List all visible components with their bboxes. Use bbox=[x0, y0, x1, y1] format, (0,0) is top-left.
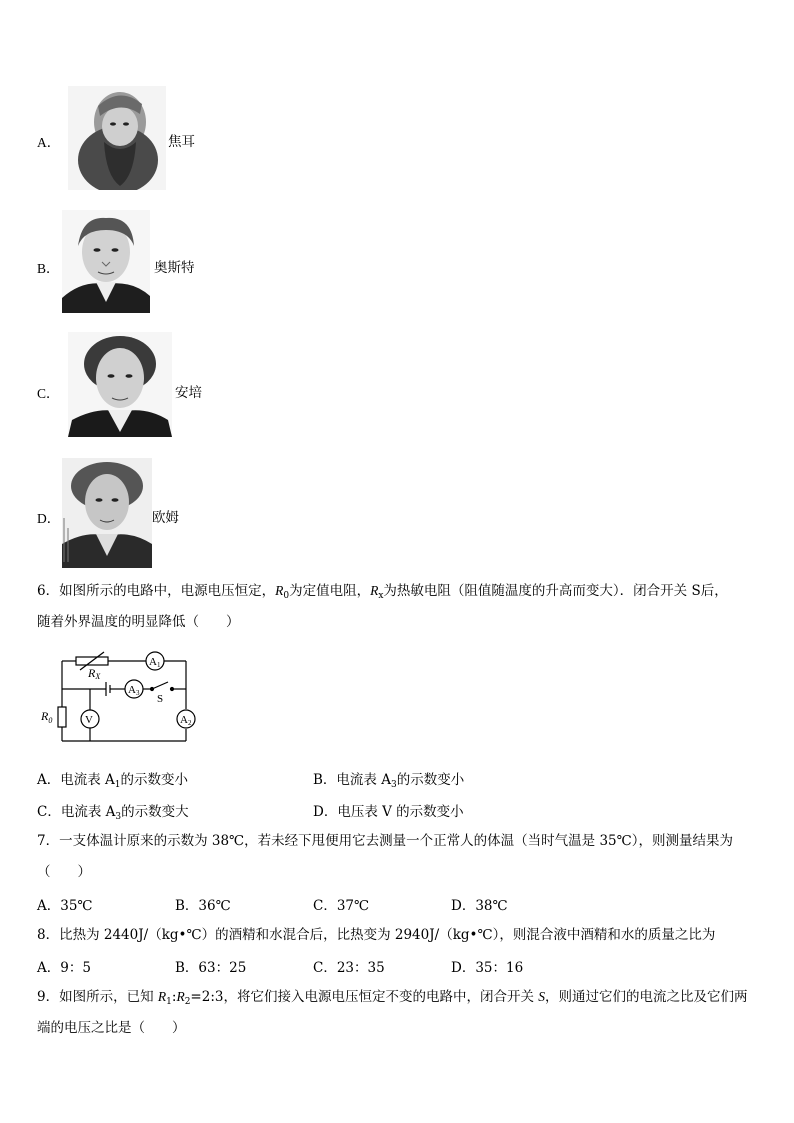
subscript: x bbox=[378, 591, 384, 601]
q6-option-a[interactable]: A．电流表 $A_1$的示数变小 bbox=[37, 772, 189, 790]
q8-option-a[interactable]: A．9：5 bbox=[37, 960, 91, 976]
q8-option-b[interactable]: B．63：25 bbox=[175, 960, 247, 976]
r0-label: $R_0$ bbox=[41, 709, 53, 725]
a1-label: A1 bbox=[149, 656, 161, 669]
a2-label: A2 bbox=[180, 714, 192, 727]
s-label: S bbox=[157, 693, 164, 705]
q7-stem-line1: 7．一支体温计原来的示数为 38℃，若未经下甩便用它去测量一个正常人的体温（当时气温是 35℃），则测量结果为 bbox=[37, 833, 733, 849]
portrait-joule bbox=[68, 86, 166, 190]
q9-stem-line2: 端的电压之比是（ ） bbox=[37, 1020, 186, 1036]
q8-option-d[interactable]: D．35：16 bbox=[451, 960, 524, 976]
scientist-name: 焦耳 bbox=[168, 134, 195, 150]
q6-option-b[interactable]: B．电流表 $A_3$的示数变小 bbox=[313, 772, 465, 790]
a3-label: A3 bbox=[128, 684, 140, 697]
q7-stem-line2: （ ） bbox=[37, 864, 91, 880]
option-letter: B． bbox=[37, 261, 60, 276]
option-letter: A． bbox=[37, 135, 61, 150]
question-number: 6． bbox=[37, 583, 60, 599]
subscript: 0 bbox=[283, 591, 290, 601]
portrait-oersted bbox=[62, 210, 150, 313]
circuit-diagram bbox=[38, 644, 200, 748]
symbol-r0: R bbox=[275, 583, 284, 598]
v-label: V bbox=[85, 714, 93, 726]
scientist-name: 欧姆 bbox=[152, 510, 179, 526]
rx-label: RX bbox=[88, 666, 101, 681]
stem-text: 为定值电阻， bbox=[289, 583, 371, 599]
scientist-name: 奥斯特 bbox=[154, 260, 195, 276]
portrait-ampere bbox=[68, 332, 172, 437]
stem-text: 为热敏电阻（阻值随温度的升高而变大）．闭合开关 S后， bbox=[383, 583, 728, 599]
option-letter: D． bbox=[37, 511, 61, 526]
q6-option-c[interactable]: C．电流表 $A_3$的示数变大 bbox=[37, 804, 189, 822]
q7-option-b[interactable]: B．36℃ bbox=[175, 898, 231, 914]
scientist-name: 安培 bbox=[175, 385, 202, 401]
q6-stem-line2: 随着外界温度的明显降低（ ） bbox=[37, 614, 240, 630]
q8-stem: 8．比热为 2440J/（kg•℃）的酒精和水混合后，比热变为 2940J/（kg•℃），则混合液中酒精和水的质量之比为 bbox=[37, 927, 716, 943]
q7-option-c[interactable]: C．37℃ bbox=[313, 898, 370, 914]
stem-text: 如图所示的电路中，电源电压恒定， bbox=[59, 583, 276, 599]
symbol-rx: R bbox=[370, 583, 379, 598]
q8-option-c[interactable]: C．23：35 bbox=[313, 960, 385, 976]
q7-option-d[interactable]: D．38℃ bbox=[451, 898, 508, 914]
q9-stem-line1: 9．如图所示，已知 $R_1:R_2=2:3$，将它们接入电源电压恒定不变的电路中，闭合开关 S，则通过它们的电流之比及它们两 bbox=[37, 989, 748, 1007]
q6-stem-line1 bbox=[37, 581, 758, 606]
q7-option-a[interactable]: A．35℃ bbox=[37, 898, 93, 914]
q6-option-d[interactable]: D．电压表 V 的示数变小 bbox=[313, 804, 464, 820]
portrait-ohm bbox=[62, 458, 152, 568]
option-letter: C． bbox=[37, 386, 60, 401]
